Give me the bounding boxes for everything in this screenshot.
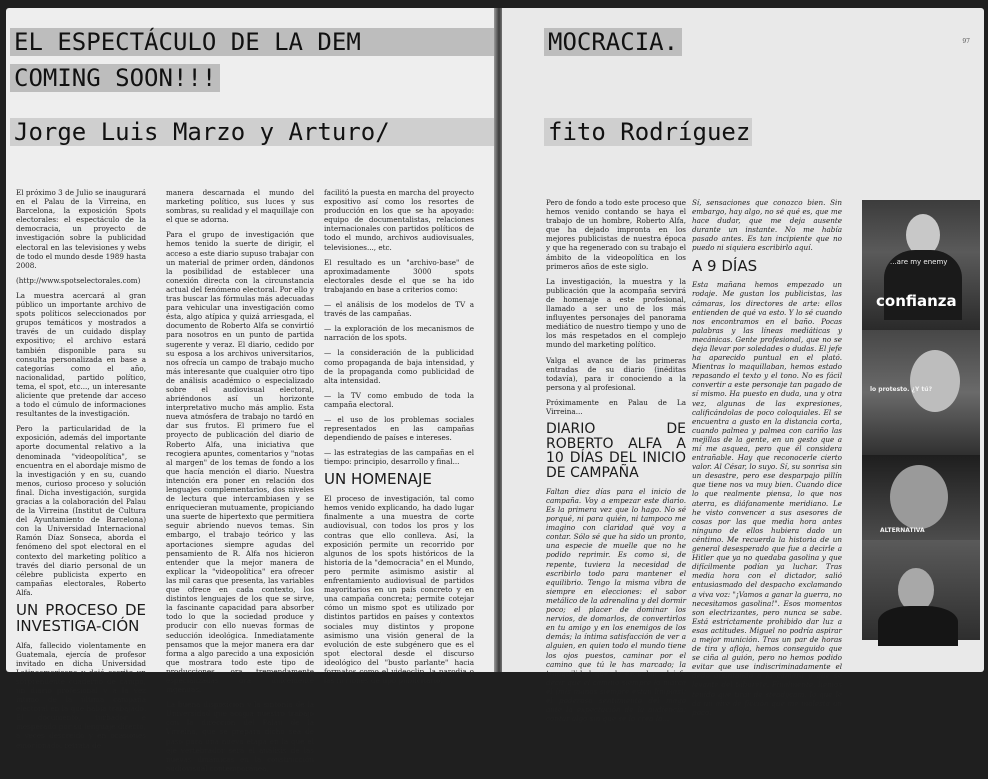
authors-line-right: fito Rodríguez bbox=[544, 118, 752, 146]
column-3 bbox=[324, 188, 474, 691]
section-heading-homenaje: UN HOMENAJE bbox=[324, 470, 432, 489]
paragraph: manera descarnada el mundo del marketing político, sus luces y sus sombras, su realidad y el maquillaje con el que se adorna. bbox=[166, 188, 314, 225]
bullet-item: — la exploración de los mecanismos de narración de los spots. bbox=[324, 324, 474, 343]
bullet-item: — la consideración de la publicidad como propaganda de baja intensidad, y de la propaganda como publicidad de alta intensidad. bbox=[324, 348, 474, 385]
photo-caption: lo protesto. ¿Y tú? bbox=[870, 386, 933, 393]
column-2 bbox=[166, 188, 314, 779]
paragraph: Pero la particularidad de la exposición, además del importante aporte documental relativo a la denominada "videopolítica", se encuentra en el abordaje mismo de la investigación y en su, cuando menos, curioso proceso y solución final. Dicha investigación, surgida gracias a la colaboración del Palau de la Virreina (Institut de Cultura del Ayuntamiento de Barcelona) con la Universidad Internacional Ramón Díaz Sonseca, aborda el fenómeno del spot electoral en el contexto del marketing político a través del diario personal de un célebre publicista experto en campañas electorales, Roberto Alfa. bbox=[16, 424, 146, 597]
column-5 bbox=[692, 198, 842, 723]
diary-entry: Sí, sensaciones que conozco bien. Sin embargo, hay algo, no sé qué es, que me hace dudar, que me deja ausente durante un instante. No me había pasado antes. Es tan incipiente que no puedo ni siquiera escribirlo aquí. bbox=[692, 198, 842, 253]
photo-caption: ALTERNATIVA bbox=[880, 527, 925, 534]
photo-caption: confianza bbox=[876, 292, 957, 310]
body-shape bbox=[878, 606, 958, 646]
page-number: 97 bbox=[962, 38, 970, 45]
title-line-2: COMING SOON!!! bbox=[10, 64, 220, 92]
paragraph: La muestra acercará al gran público un importante archivo de spots políticos seleccionados por grupos temáticos y mostrados a través de un cuidado display expositivo; el archivo estará también disponible para su consulta personalizada en base a categorías como el año, nacionalidad, partido político, tema, el spot, etc..., un interesante aliciente que pretende dar acceso a todo el cúmulo de informaciones resultantes de la investigación. bbox=[16, 290, 146, 419]
website-link[interactable]: (http://www.spotselectorales.com) bbox=[16, 275, 141, 285]
paragraph: facilitó la puesta en marcha del proyecto expositivo así como los resortes de producción en los que se ha apoyado: equipo de documentalistas, relaciones internacionales con partidos políticos de todo el mundo, archivos audiovisuales, televisiones..., etc. bbox=[324, 188, 474, 252]
intro-paragraph: El próximo 3 de Julio se inaugurará en el Palau de la Virreina, en Barcelona, la exposición Spots electorales: el espectáculo de la democracia, un proyecto de investigación sobre la publicidad electoral en las televisiones y webs de todo el mundo desde 1989 hasta 2008. bbox=[16, 188, 146, 270]
title-line-1: EL ESPECTÁCULO DE LA DEM bbox=[10, 28, 504, 56]
photo-caption: ...are my enemy bbox=[890, 258, 948, 266]
paragraph: Alfa, fallecido violentamente en Guatemala, ejercía de profesor invitado en dicha Universidad Latinoamericana y dejó escrito un sorprendente cuaderno de campo, un diario profesional y a la vez íntimo de la última campaña electoral en la que había trabajado. El documento, turbador e inesperado por su lenguaje directo, a veces descreído y en ocasiones emocionado, retrata de bbox=[16, 640, 146, 750]
diary-entry: Faltan diez días para el inicio de campaña. Voy a empezar este diario. Es la primera vez que lo hago. No sé porqué, ni para quién, ni tampoco me imagino con claridad qué voy a contar. Sólo sé que ha sido un pronto, una especie de muelle que no he podido reprimir. Es como si, de repente, tuviera la necesidad de escribirlo todo para mantener el equilibrio. Tengo la misma vibra de siempre en elecciones: el sabor metálico de la adrenalina y del dormir poco; el placer de dominar los nervios, de domarlos, de convertirlos en tu amigo y en los enemigos de los demás; la íntima satisfacción de ver a alguien, en quien todo el mundo tiene los ojos puestos, caminar por el camino que tú le has marcado; la tranquilidad que da escuchar al jefe decir que el camino siempre lo marca él (mis manos siempre están limpias); el poderoso sentimiento del mago ante la expectación de la audiencia; contar algo sin que se lo crea la... bbox=[546, 486, 686, 724]
section-heading-investigacion: UN PROCESO DE INVESTIGA-CIÓN bbox=[16, 601, 146, 635]
paragraph: La investigación, la muestra y la publicación que la acompaña servirá de homenaje a este profesional, llamado a ser uno de los más influyentes personajes del panorama mediático de nuestro tiempo y uno de los más respetados en el complejo mundo del marketing político. bbox=[546, 276, 686, 350]
paragraph: La buena disposición y la sintonía de la Universidad que acogía nuestro trabajo con la dirección del Palau de la Virreina, que se prepara dicho sea de paso para una nueva etapa en la que el eje vertebrador será el análisis de las nuevas dinámicas en la construcción audiovisual contemporánea, bbox=[166, 700, 314, 773]
authors-line-left: Jorge Luis Marzo y Arturo/ bbox=[10, 118, 504, 146]
paragraph: Pero de fondo a todo este proceso que hemos venido contando se haya el trabajo de un hombre, Roberto Alfa, que ha dejado impronta en los mejores publicistas de nuestra época y que ha regenerado con su trabajo el ámbito de la videopolítica en los primeros años de este siglo. bbox=[546, 198, 686, 271]
section-heading-9-dias: A 9 DÍAS bbox=[692, 256, 758, 275]
bullet-item: — el análisis de los modelos de TV a través de las campañas. bbox=[324, 300, 474, 319]
diary-entry: Esta mañana hemos empezado un rodaje. Me gustan los publicistas, las cámaras, los directores de arte: ellos entienden de qué va esto. Y lo sé cuando nos encontramos en el baño. Pocas palabras y las líneas mediáticas y mecánicas. Gente profesional, que no se deja llevar por soledades o dudas. El jefe ha aparecido puntual en el plató. Mientras lo maquillaban, hemos estado repasando el texto y el tono. No es fácil convertir a este personaje tan pagado de sí mismo. Ha puesto en duda, una y otra vez, algunas de las expresiones, calificándolas de poco coloquiales. El se encuentra a gusto en la distancia corta, cuando palmea y palmea con cariño las mejillas de la gente, en un gesto que a mí me asquea, pero que él considera entrañable. Hay que reconocerle cierto valor. Al César, lo suyo. Sí, su sonrisa sin un desastre, pero ese desparpajo pillín que tiene nos va muy bien. Cuando dice lo que realmente piensa, lo que nos aterra, es diáfanamente meridiano. Le he visto convencer a sus asesores de cosas por las que media hora antes ninguno de ellos hubiera dado un céntimo. Me recuerda la historia de un general desesperado que fue a decirle a Hitler que ya no quedaba gasolina y que difícilmente podían ya luchar. Tras media hora con el dictador, salió entusiasmado del despacho exclamando a viva voz: "¡Vamos a ganar la guerra, no necesitamos gasolina!". Esos momentos son electrizantes, pero nunca se sabe. Está estrictamente prohibido dar luz a esas actitudes. Miguel no podría aspirar a mejor munición. Tras un par de horas de tira y afloja, hemos conseguido que se ciña al guión, pero no hemos podido evitar que use indiscriminadamente el dedo apuntando a la cámara y que se levante del taburete. Finalmente, hemos tenido que tirar de steadycam, lo que le da un aire de ficción que me molesta un poco. bbox=[692, 280, 842, 717]
politician-photo-1 bbox=[862, 200, 980, 330]
paragraph: Para el grupo de investigación que hemos tenido la suerte de dirigir, el acceso a este diario supuso trabajar con un material de primer orden, dándonos la posibilidad de establecer una conexión directa con la circunstancia actual del fenómeno electoral. Por ello y tras buscar las fórmulas más adecuadas para vehicular una investigación como ésta, algo atípica y quizá arriesgada, el documento de Roberto Alfa se convirtió para nosotros en un punto de partida sugerente y veraz. El diario, cedido por su esposa a los archivos universitarios, nos ofrecía un campo de trabajo mucho más interesante que cualquier otro tipo de análisis académico o especializado sobre el audiovisual electoral, abriéndonos así un horizonte interpretativo mucho más amplio. Esta nueva atmósfera de trabajo no tardó en dar sus frutos. El primero fue el proyecto de publicación del diario de Roberto Alfa, una iniciativa que recogiera apuntes, comentarios y "notas al margen" de los temas de fondo a los que hacía mención el diario. Nuestra intención era poner en relación dos lenguajes complementarios, dos niveles de lectura que intercambiasen y se enriquecieran mutuamente, propiciando una suerte de hipertexto que permitiera seguir abriendo nuevos temas. Sin embargo, el trabajo teórico y las aportaciones siempre agudas del pensamiento de R. Alfa nos hicieron entender que la mejor manera de explicar la "videopolítica" era ofrecer las mil caras que presenta, las variables que ofrece en cada contexto, los distintos lenguajes de los que se sirve, la fascinante capacidad para absorber todo lo que la sociedad produce y producir con ello nuevas formas de seducción ideológica. Inmediatamente pensamos que la mejor manera era dar forma a algo parecido a una exposición que mostrara todo este tipo de producciones, ora tremendamente especializadas ora dulcemente ingenuas. bbox=[166, 230, 314, 695]
left-page bbox=[6, 8, 496, 773]
bullet-item: — las estrategias de las campañas en el tiempo: principio, desarrollo y final... bbox=[324, 448, 474, 467]
title-line-1-continued: MOCRACIA. bbox=[544, 28, 682, 56]
paragraph: El resultado es un "archivo-base" de aproximadamente 3000 spots electorales desde el que se ha ido trabajando en base a criterios como: bbox=[324, 257, 474, 294]
section-heading-diario: DIARIO DE ROBERTO ALFA A 10 DÍAS DEL INICIO DE CAMPAÑA bbox=[546, 421, 686, 482]
face-shape bbox=[890, 465, 948, 529]
politician-photo-4 bbox=[862, 540, 980, 640]
paragraph: Valga el avance de las primeras entradas de su diario (inéditas todavía), para ir conociendo a la persona y al profesional. bbox=[546, 355, 686, 392]
politician-photo-2 bbox=[862, 330, 980, 455]
bullet-item: — el uso de los problemas sociales representados en las campañas dependiendo de países e intereses. bbox=[324, 414, 474, 443]
politician-photo-3 bbox=[862, 455, 980, 540]
bullet-item: — la TV como embudo de toda la campaña electoral. bbox=[324, 390, 474, 409]
column-1 bbox=[16, 188, 146, 756]
column-4 bbox=[546, 198, 686, 729]
paragraph: Próximamente en Palau de La Virreina... bbox=[546, 397, 686, 416]
paragraph: El proceso de investigación, tal como hemos venido explicando, ha dado lugar finalmente a una muestra de corte audiovisual, con todos los pros y los contras que ello conlleva. Así, la exposición permite un recorrido por algunos de los spots históricos de la historia de la "democracia" en el Mundo, pero permite asimismo asistir al enfrentamiento audiovisual de partidos mayoritarios en un país concreto y en una campaña concreta; permite cotejar cómo un mismo spot es utilizado por distintos partidos en países y contextos sociales muy distintos y propone asimismo una visión general de la evolución de este subgénero que es el spot electoral desde el discurso ideológico del "busto parlante" hacia formatos como el videoclip, la parodia o las ficciones de tipo publicitario. bbox=[324, 494, 474, 686]
face-shape bbox=[910, 350, 960, 412]
